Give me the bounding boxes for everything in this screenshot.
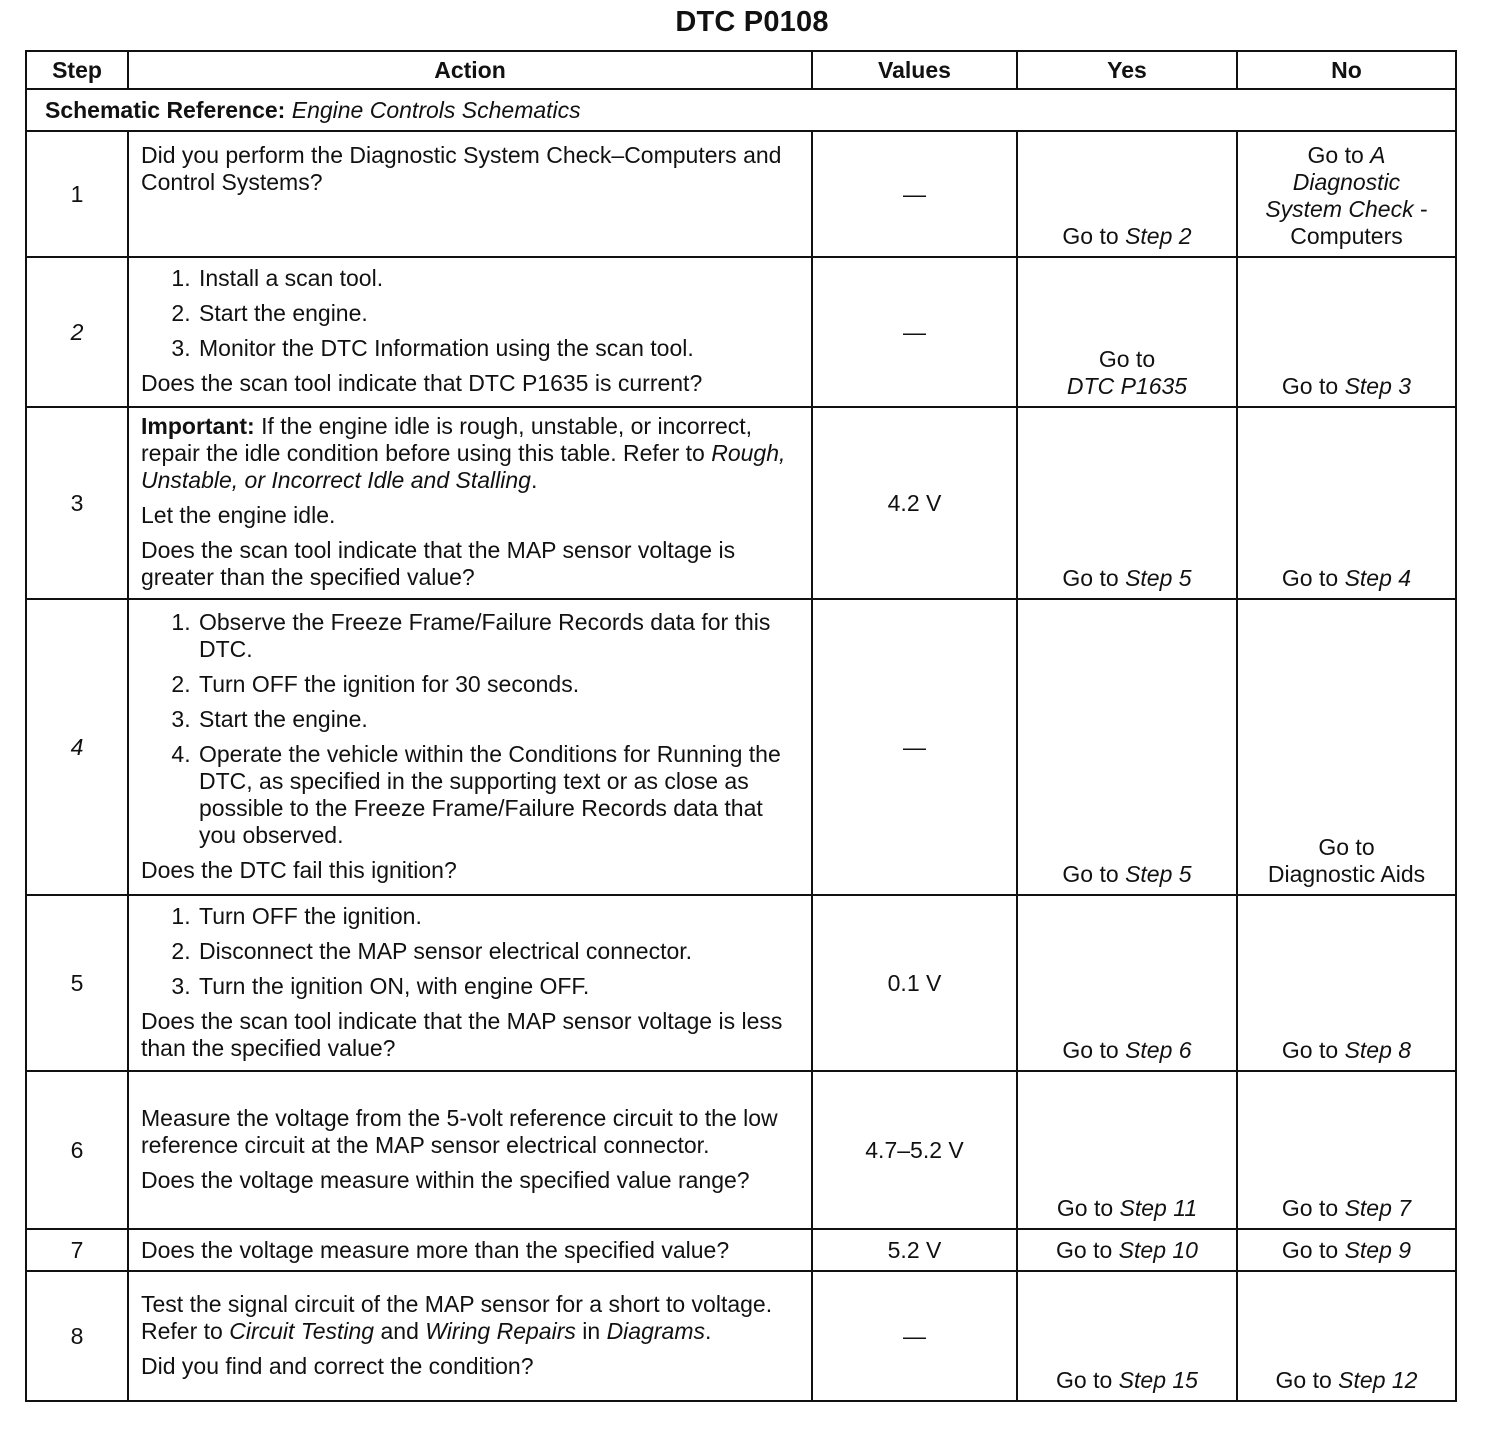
no-cell[interactable]	[1237, 1071, 1456, 1229]
value-cell: —	[812, 131, 1017, 257]
no-prefix: Go to	[1281, 565, 1339, 591]
action-list	[141, 903, 799, 1000]
no-link[interactable]: A	[1370, 142, 1386, 168]
action-list	[141, 265, 799, 362]
yes-prefix: Go to	[1056, 1195, 1114, 1221]
table-row	[26, 599, 1456, 895]
action-question: Does the scan tool indicate that DTC P1635 is current?	[141, 370, 703, 396]
list-item: 3. Turn the ignition ON, with engine OFF.	[197, 973, 799, 1000]
important-link[interactable]: Rough, Unstable, or Incorrect Idle and Stalling	[141, 440, 786, 493]
yes-link[interactable]: Step 10	[1118, 1236, 1198, 1263]
no-prefix: Go to	[1275, 1367, 1332, 1393]
step-number: 5	[26, 895, 128, 1071]
yes-cell[interactable]	[1017, 895, 1237, 1071]
yes-link[interactable]: Step 11	[1119, 1195, 1198, 1221]
list-item: 3. Start the engine.	[197, 706, 799, 733]
action-text-part: and	[380, 1317, 419, 1344]
action-list	[141, 609, 799, 849]
action-cell	[128, 407, 812, 599]
diagnostic-table	[25, 50, 1457, 1402]
yes-link[interactable]: Step 6	[1125, 1037, 1192, 1063]
no-line4: Computers	[1290, 223, 1403, 249]
action-text: Measure the voltage from the 5-volt reference circuit to the low reference circuit at the MAP sensor electrical connector.	[141, 1104, 778, 1158]
list-item: 3. Monitor the DTC Information using the scan tool.	[197, 335, 799, 362]
no-link[interactable]: Diagnostic Aids	[1267, 861, 1426, 887]
header-no: No	[1237, 51, 1456, 89]
yes-prefix: Go to	[1056, 1367, 1113, 1393]
yes-cell[interactable]	[1017, 407, 1237, 599]
diagrams-link[interactable]: Diagrams	[606, 1317, 705, 1344]
yes-cell[interactable]	[1017, 599, 1237, 895]
step-number: 2	[26, 257, 128, 407]
action-text: Did you perform the Diagnostic System Check–Computers and Control Systems?	[141, 142, 782, 195]
circuit-testing-link[interactable]: Circuit Testing	[229, 1317, 375, 1344]
table-row	[26, 407, 1456, 599]
table-row	[26, 1229, 1456, 1271]
no-link[interactable]: Step 4	[1344, 565, 1412, 591]
no-link-line3[interactable]: System Check	[1265, 196, 1414, 222]
no-prefix: Go to	[1281, 1195, 1339, 1221]
no-link[interactable]: Step 8	[1344, 1037, 1412, 1063]
yes-cell[interactable]	[1017, 257, 1237, 407]
step-number: 6	[26, 1071, 128, 1229]
action-text: Let the engine idle.	[141, 502, 336, 528]
table-row	[26, 1271, 1456, 1401]
list-item: 1. Observe the Freeze Frame/Failure Records data for this DTC.	[197, 609, 799, 663]
action-cell	[128, 1229, 812, 1271]
yes-cell[interactable]	[1017, 1229, 1237, 1271]
important-end: .	[530, 467, 538, 493]
value-cell: —	[812, 1271, 1017, 1401]
action-text-part: .	[704, 1317, 712, 1344]
list-item: 2. Disconnect the MAP sensor electrical connector.	[197, 938, 799, 965]
no-prefix: Go to	[1281, 1037, 1339, 1063]
list-item: 4. Operate the vehicle within the Conditions for Running the DTC, as specified in the supporting text or as close as possible to the Freeze Frame/Failure Records data that you observed.	[197, 741, 799, 849]
action-text-part: in	[582, 1317, 601, 1344]
no-link[interactable]: Step 12	[1338, 1367, 1418, 1393]
no-cell[interactable]	[1237, 407, 1456, 599]
list-item: 1. Install a scan tool.	[197, 265, 799, 292]
header-step: Step	[26, 51, 128, 89]
yes-cell[interactable]	[1017, 1271, 1237, 1401]
step-number: 8	[26, 1271, 128, 1401]
action-cell	[128, 131, 812, 257]
schematic-row	[26, 89, 1456, 131]
yes-link[interactable]: Step 2	[1125, 223, 1192, 249]
no-link[interactable]: Step 9	[1344, 1236, 1412, 1263]
no-prefix: Go to	[1281, 373, 1339, 399]
value-cell: —	[812, 257, 1017, 407]
no-link[interactable]: Step 3	[1344, 373, 1412, 399]
yes-prefix: Go to	[1062, 223, 1119, 249]
action-question: Did you find and correct the condition?	[141, 1352, 534, 1379]
yes-link[interactable]: Step 5	[1125, 565, 1192, 591]
step-number: 4	[26, 599, 128, 895]
no-prefix: Go to	[1318, 834, 1375, 860]
table-row	[26, 895, 1456, 1071]
action-question: Does the scan tool indicate that the MAP sensor voltage is less than the specified value?	[141, 1007, 783, 1061]
no-cell[interactable]	[1237, 895, 1456, 1071]
no-cell[interactable]	[1237, 1229, 1456, 1271]
action-question: Does the voltage measure within the specified value range?	[141, 1166, 750, 1193]
yes-cell[interactable]	[1017, 131, 1237, 257]
no-cell[interactable]	[1237, 599, 1456, 895]
header-action: Action	[128, 51, 812, 89]
action-text	[141, 1291, 799, 1345]
yes-prefix: Go to	[1062, 565, 1119, 591]
yes-cell[interactable]	[1017, 1071, 1237, 1229]
no-prefix: Go to	[1307, 142, 1364, 168]
action-cell	[128, 599, 812, 895]
wiring-repairs-link[interactable]: Wiring Repairs	[425, 1317, 576, 1344]
schematic-reference	[26, 89, 1456, 131]
yes-link[interactable]: Step 5	[1125, 861, 1192, 887]
table-row	[26, 131, 1456, 257]
table-row	[26, 1071, 1456, 1229]
schematic-label: Schematic Reference:	[45, 96, 286, 123]
table-row	[26, 257, 1456, 407]
step-number: 3	[26, 407, 128, 599]
value-cell: 0.1 V	[812, 895, 1017, 1071]
yes-link[interactable]: Step 15	[1118, 1367, 1198, 1393]
list-item: 2. Start the engine.	[197, 300, 799, 327]
value-cell: —	[812, 599, 1017, 895]
page-title: DTC P0108	[675, 6, 829, 38]
important-text: If the engine idle is rough, unstable, or incorrect, repair the idle condition before using this table. Refer to	[141, 413, 753, 466]
step-number: 1	[26, 131, 128, 257]
important-note	[141, 413, 799, 494]
action-cell	[128, 1071, 812, 1229]
value-cell: 4.2 V	[812, 407, 1017, 599]
yes-prefix: Go to	[1062, 861, 1119, 887]
header-row	[26, 51, 1456, 89]
yes-prefix: Go to	[1062, 1037, 1119, 1063]
no-link-line2[interactable]: Diagnostic	[1292, 169, 1401, 195]
yes-prefix: Go to	[1056, 1236, 1113, 1263]
no-cell[interactable]	[1237, 1271, 1456, 1401]
header-yes: Yes	[1017, 51, 1237, 89]
schematic-link[interactable]: Engine Controls Schematics	[291, 96, 581, 123]
no-cell[interactable]	[1237, 131, 1456, 257]
step-number: 7	[26, 1229, 128, 1271]
no-prefix: Go to	[1281, 1236, 1339, 1263]
action-question: Does the DTC fail this ignition?	[141, 856, 457, 883]
list-item: 1. Turn OFF the ignition.	[197, 903, 799, 930]
header-values: Values	[812, 51, 1017, 89]
action-text-part: Test the signal circuit of the MAP sensor for a short to voltage. Refer to	[141, 1290, 773, 1344]
action-cell	[128, 1271, 812, 1401]
value-cell: 5.2 V	[812, 1229, 1017, 1271]
no-link[interactable]: Step 7	[1344, 1195, 1412, 1221]
value-cell: 4.7–5.2 V	[812, 1071, 1017, 1229]
yes-prefix: Go to	[1098, 346, 1156, 372]
important-label: Important:	[141, 413, 255, 439]
list-item: 2. Turn OFF the ignition for 30 seconds.	[197, 671, 799, 698]
yes-link[interactable]: DTC P1635	[1066, 373, 1188, 399]
action-question: Does the voltage measure more than the specified value?	[141, 1236, 730, 1263]
action-question: Does the scan tool indicate that the MAP sensor voltage is greater than the specified value?	[141, 537, 736, 590]
action-cell	[128, 257, 812, 407]
no-dash: -	[1419, 196, 1428, 222]
no-cell[interactable]	[1237, 257, 1456, 407]
action-cell	[128, 895, 812, 1071]
